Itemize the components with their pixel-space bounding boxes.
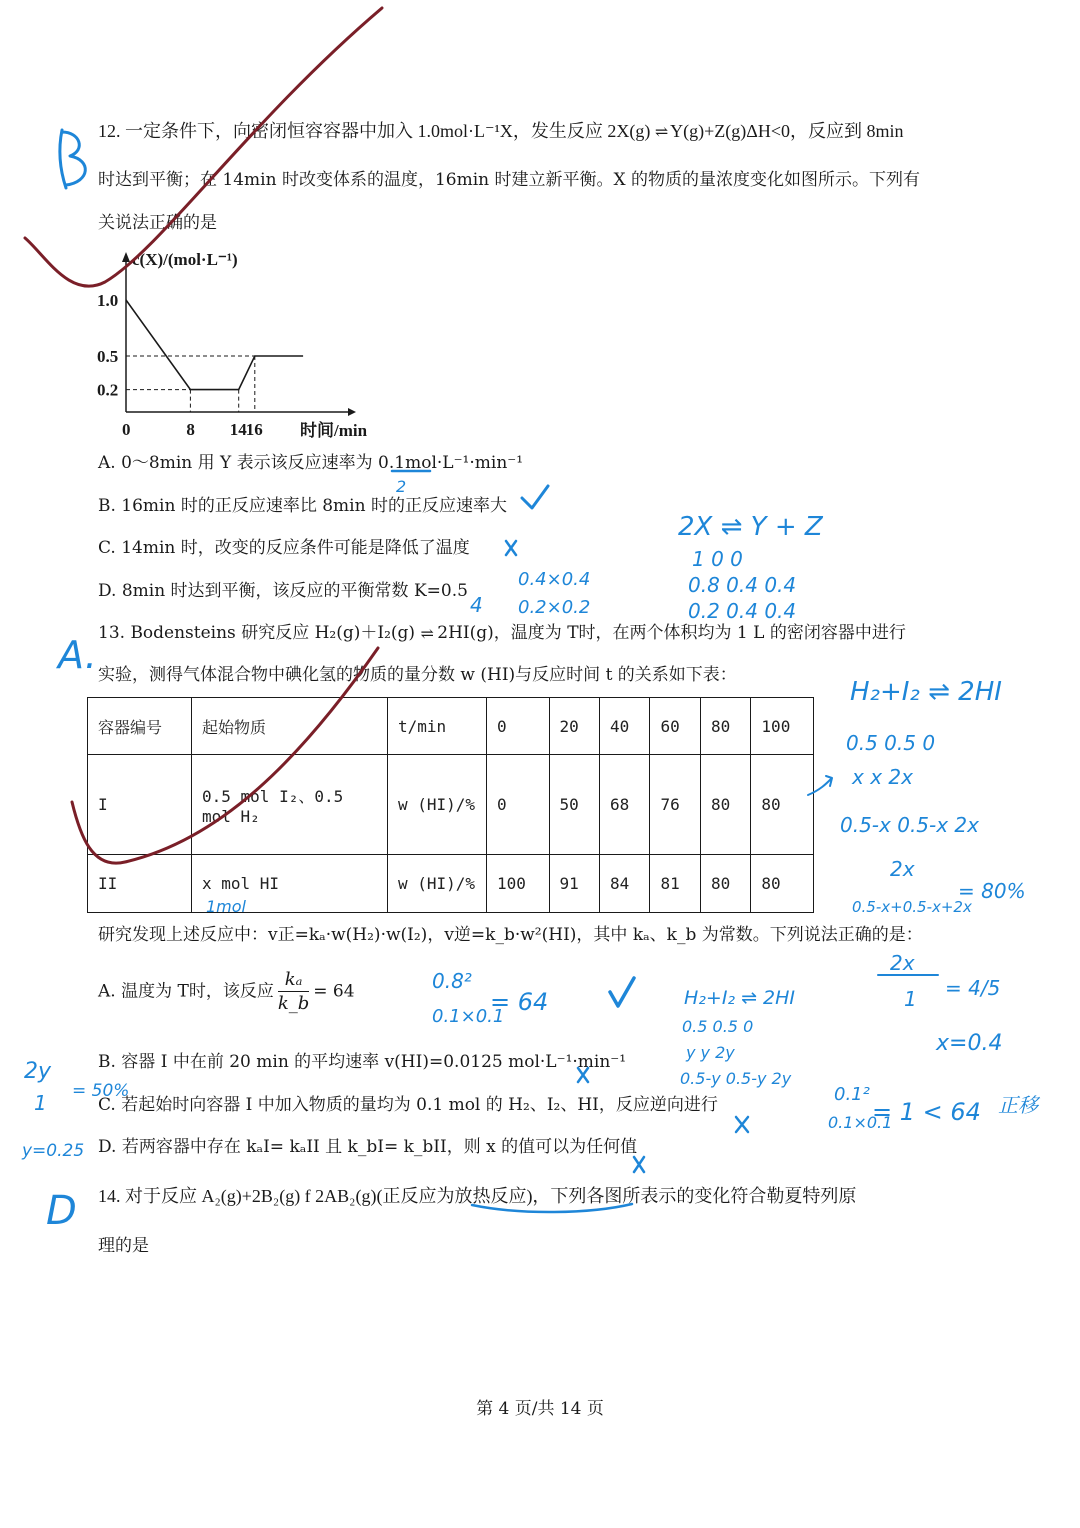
q13-option-b: B. 容器 I 中在前 20 min 的平均速率 v(HI)=0.0125 mol·L⁻¹·min⁻¹ xyxy=(98,1052,627,1072)
svg-text:0.1×0.1: 0.1×0.1 xyxy=(828,1113,893,1132)
table-cell: x mol HI xyxy=(192,855,388,913)
equilibrium-arrow-icon: ⇌ xyxy=(654,124,667,142)
cross-icon xyxy=(506,541,516,555)
table-cell: 100 xyxy=(487,855,550,913)
guide-lines xyxy=(126,356,255,412)
svg-text:0.5 0.5 0: 0.5 0.5 0 xyxy=(682,1017,754,1036)
concentration-chart xyxy=(90,244,390,444)
q13-option-a: A. 温度为 T时，该反应 $\frac{\text{kₐ}}{k\_b}$ = 64 xyxy=(98,969,355,1015)
q14-line2: 理的是 xyxy=(98,1236,149,1256)
table-header-cell: t/min xyxy=(388,698,487,755)
table-header-cell: 起始物质 xyxy=(192,698,388,755)
q12-line3: 关说法正确的是 xyxy=(98,213,217,233)
svg-text:0.1²: 0.1² xyxy=(834,1084,870,1105)
svg-text:A.: A. xyxy=(58,633,97,677)
ka-kb-fraction: $\frac{\text{kₐ}}{k\_b}$ xyxy=(277,969,310,1015)
q13-line1: 13. Bodensteins 研究反应 H₂(g)＋I₂(g) ⇌ 2HI(g)，温度为 T时，在两个体积均为 1 L 的密闭容器中进行 xyxy=(98,623,906,643)
q14-line1: 14. 对于反应 A₂(g)+2B₂(g) f 2AB₂(g)(正反应为放热反应)，下列各图所表示的变化符合勒夏特列原 xyxy=(98,1186,857,1206)
q13-line2: 实验，测得气体混合物中碘化氢的物质的量分数 w (HI)与反应时间 t 的关系如下表： xyxy=(98,665,737,685)
svg-text:0.1×0.1: 0.1×0.1 xyxy=(432,1006,505,1027)
table-header-cell: 60 xyxy=(650,698,700,755)
check-icon xyxy=(610,978,634,1006)
svg-text:= 64: = 64 xyxy=(490,988,549,1016)
svg-text:= 80%: = 80% xyxy=(958,879,1026,903)
svg-text:2y: 2y xyxy=(24,1059,52,1084)
table-row xyxy=(88,855,814,913)
svg-text:2X ⇌ Y + Z: 2X ⇌ Y + Z xyxy=(678,512,823,542)
q13-rate-law: 研究发现上述反应中：v正=kₐ·w(H₂)·w(I₂)，v逆=k_b·w²(HI)，其中 kₐ、k_b 为常数。下列说法正确的是： xyxy=(98,925,923,945)
svg-text:0.2 0.4 0.4: 0.2 0.4 0.4 xyxy=(688,599,797,623)
svg-text:x=0.4: x=0.4 xyxy=(936,1031,1003,1056)
series-line-x xyxy=(126,300,303,390)
table-row xyxy=(88,755,814,855)
table-cell: 0.5 mol I₂、0.5 mol H₂ xyxy=(192,755,388,855)
x-axis-label: 时间/min xyxy=(300,421,368,440)
q13-option-d: D. 若两容器中存在 kₐI= kₐII 且 k_bI= k_bII，则 x 的值可以为任何值 xyxy=(98,1137,638,1157)
y-tick-label: 1.0 xyxy=(97,291,119,310)
svg-text:H₂+I₂ ⇌ 2HI: H₂+I₂ ⇌ 2HI xyxy=(684,987,796,1009)
svg-text:H₂+I₂ ⇌ 2HI: H₂+I₂ ⇌ 2HI xyxy=(850,677,1002,707)
q12-line2: 时达到平衡；在 14min 时改变体系的温度，16min 时建立新平衡。X 的物质的量浓度变化如图所示。下列有 xyxy=(98,170,920,190)
svg-text:2: 2 xyxy=(396,477,407,496)
table-cell: I xyxy=(88,755,192,855)
answer-letter-b xyxy=(60,130,85,188)
svg-text:0.8²: 0.8² xyxy=(432,969,472,993)
svg-text:0.5 0.5 0: 0.5 0.5 0 xyxy=(846,731,936,755)
table-header-cell: 0 xyxy=(487,698,550,755)
svg-text:0.8 0.4 0.4: 0.8 0.4 0.4 xyxy=(688,573,797,597)
table-cell: 50 xyxy=(549,755,599,855)
x-axis-arrow-icon xyxy=(348,408,356,416)
table-cell: II xyxy=(88,855,192,913)
svg-text:正移: 正移 xyxy=(998,1093,1038,1117)
svg-text:1: 1 xyxy=(904,987,917,1011)
svg-text:0.2×0.2: 0.2×0.2 xyxy=(518,597,591,618)
cross-icon xyxy=(736,1117,748,1132)
svg-text:y y 2y: y y 2y xyxy=(686,1043,735,1062)
table-header-cell: 80 xyxy=(700,698,750,755)
table-header-cell: 40 xyxy=(600,698,650,755)
svg-text:= 4/5: = 4/5 xyxy=(945,976,1001,1000)
x-tick-label: 0 xyxy=(122,420,131,439)
svg-text:2x: 2x xyxy=(890,951,915,975)
table-cell: 91 xyxy=(549,855,599,913)
svg-text:1mol: 1mol xyxy=(206,897,246,916)
q12-option-a: A. 0～8min 用 Y 表示该反应速率为 0.1mol·L⁻¹·min⁻¹ xyxy=(98,453,524,473)
q12-option-d: D. 8min 时达到平衡，该反应的平衡常数 K=0.5 xyxy=(98,581,468,601)
svg-text:D: D xyxy=(46,1188,77,1234)
table-cell: w (HI)/% xyxy=(388,755,487,855)
check-icon xyxy=(522,486,548,508)
table-cell: 80 xyxy=(700,755,750,855)
table-cell: 80 xyxy=(700,855,750,913)
svg-text:2x: 2x xyxy=(890,857,915,881)
svg-text:y=0.25: y=0.25 xyxy=(22,1141,85,1161)
table-cell: 68 xyxy=(600,755,650,855)
q12-option-c: C. 14min 时，改变的反应条件可能是降低了温度 xyxy=(98,538,470,558)
svg-text:= 1 < 64: = 1 < 64 xyxy=(872,1098,981,1126)
table-header-row xyxy=(88,698,814,755)
table-cell: 81 xyxy=(650,855,700,913)
hi-fraction-table xyxy=(87,697,814,913)
svg-text:0.5-x 0.5-x 2x: 0.5-x 0.5-x 2x xyxy=(840,813,979,837)
svg-text:1: 1 xyxy=(34,1091,47,1115)
x-tick-label: 8 xyxy=(186,420,195,439)
table-header-cell: 20 xyxy=(549,698,599,755)
svg-text:1 0 0: 1 0 0 xyxy=(692,547,743,571)
table-cell: 0 xyxy=(487,755,550,855)
table-cell: 76 xyxy=(650,755,700,855)
x-tick-label: 16 xyxy=(245,420,263,439)
tick-labels xyxy=(97,291,263,439)
svg-text:0.5-x+0.5-x+2x: 0.5-x+0.5-x+2x xyxy=(852,898,972,916)
table-header-cell: 100 xyxy=(751,698,814,755)
svg-text:x x 2x: x x 2x xyxy=(852,765,913,789)
svg-text:0.4×0.4: 0.4×0.4 xyxy=(518,569,591,590)
y-axis-arrow-icon xyxy=(122,252,130,262)
page-footer: 第 4 页/共 14 页 xyxy=(476,1399,604,1419)
x-tick-label: 14 xyxy=(229,420,247,439)
table-cell: 80 xyxy=(751,855,814,913)
equilibrium-arrow-icon: ⇌ xyxy=(420,623,432,643)
svg-text:0.5-y 0.5-y 2y: 0.5-y 0.5-y 2y xyxy=(680,1069,792,1088)
table-cell: w (HI)/% xyxy=(388,855,487,913)
cross-icon xyxy=(634,1157,644,1172)
table-header-cell: 容器编号 xyxy=(88,698,192,755)
y-tick-label: 0.2 xyxy=(97,380,119,400)
svg-text:4: 4 xyxy=(470,593,483,617)
table-cell: 84 xyxy=(600,855,650,913)
q13-option-c: C. 若起始时向容器 I 中加入物质的量均为 0.1 mol 的 H₂、I₂、HI，反应逆向进行 xyxy=(98,1095,718,1115)
q12-option-b: B. 16min 时的正反应速率比 8min 时的正反应速率大 xyxy=(98,496,507,516)
q12-line1: 12. 一定条件下，向密闭恒容容器中加入 1.0mol·L⁻¹X，发生反应 2X(g) ⇌ Y(g)+Z(g)ΔH<0，反应到 8min xyxy=(98,121,904,142)
y-tick-label: 0.5 xyxy=(97,347,119,366)
y-axis-label: c(X)/(mol·L⁻¹) xyxy=(132,250,238,269)
svg-text:= 50%: = 50% xyxy=(72,1081,130,1101)
table-cell: 80 xyxy=(751,755,814,855)
